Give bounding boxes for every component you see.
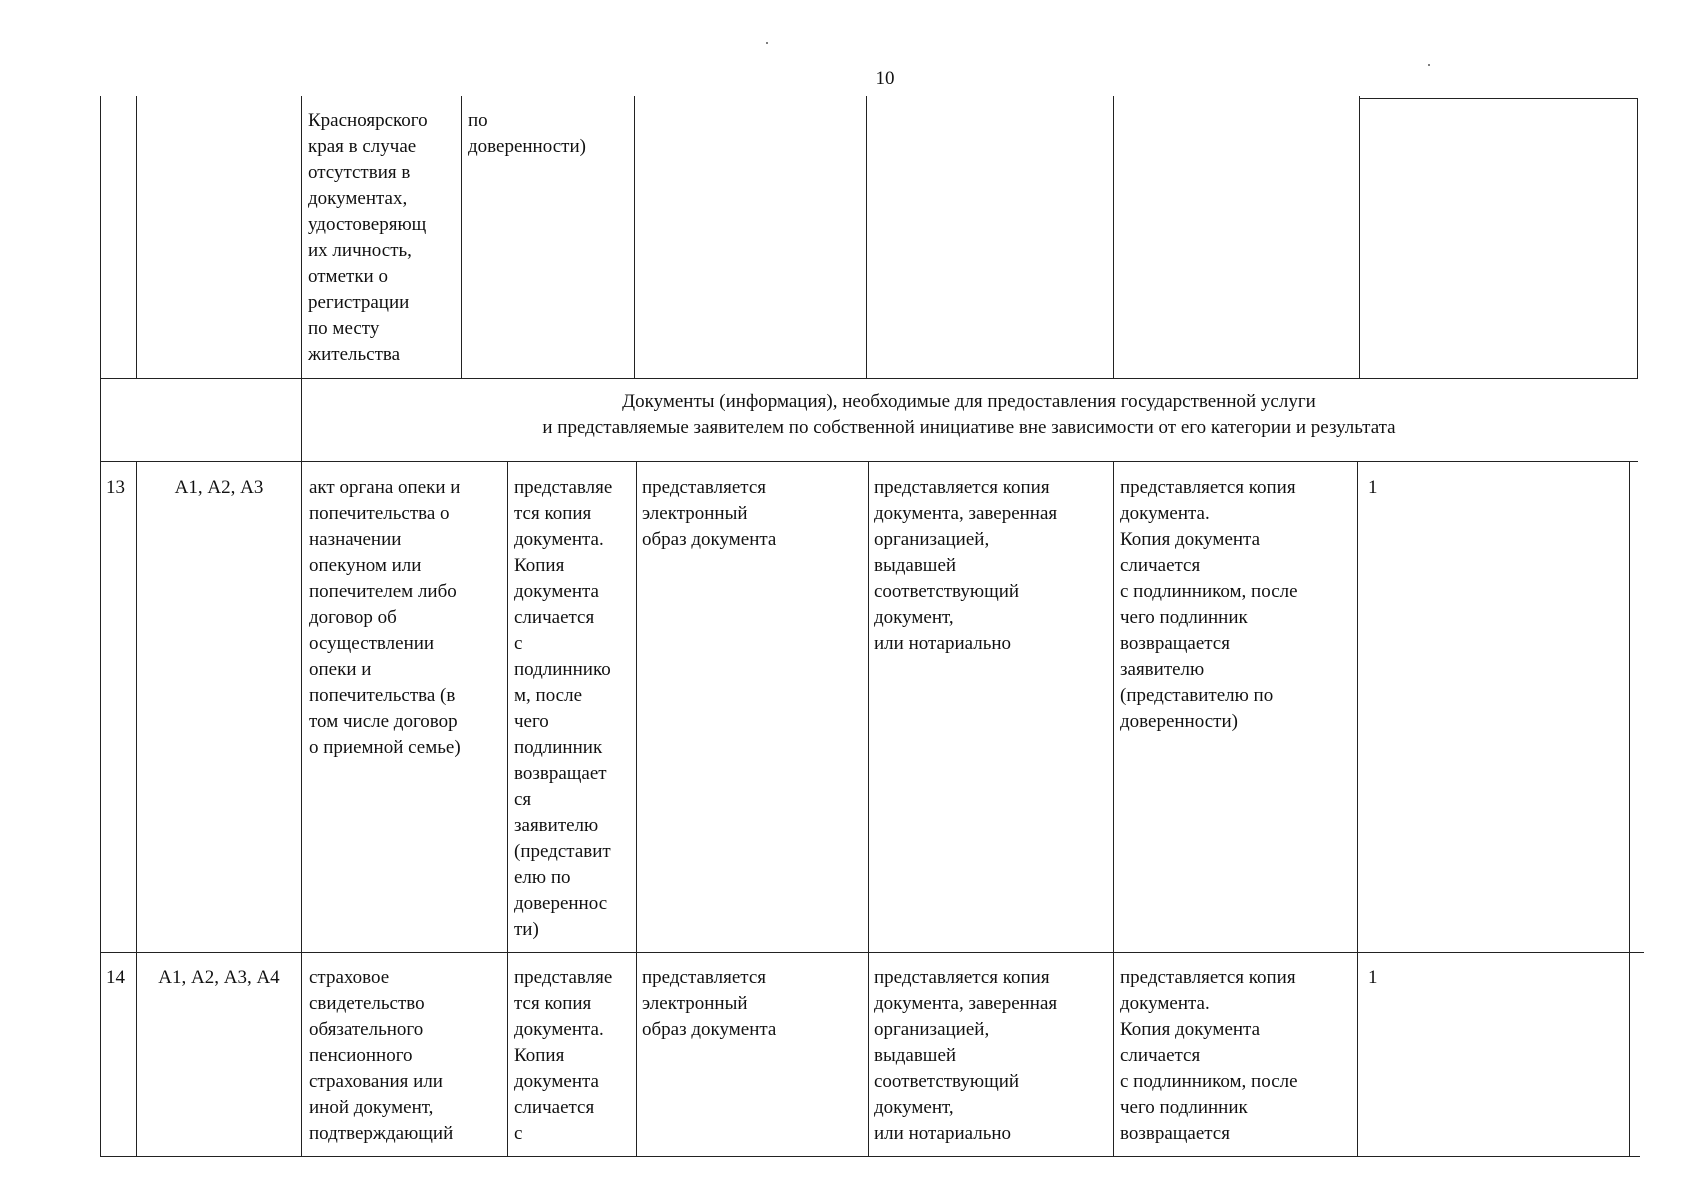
row-number: 13 [106,477,125,498]
row-by-mail: представляется копия документа, заверенная организацией, выдавшей соответствующий документ, или нотариально [874,477,1058,654]
col-line-6-bottom [868,461,869,1156]
col-line-3 [301,96,302,1156]
col-line-2-top [136,96,137,378]
page-number: 10 [875,68,895,89]
section-header-line-2: и представляемые заявителем по собственной инициативе вне зависимости от его категории и результата [542,417,1396,438]
scan-speck [766,42,768,44]
rule-after-section-header [100,461,1638,462]
scan-speck [1428,64,1430,66]
col-line-7-top [1113,96,1114,378]
row-number: 14 [106,967,125,988]
continued-row-document-cell: Красноярского края в случае отсутствия в документах, удостоверяющ их личность, отметки о регистрации по месту жительства [308,110,428,365]
row-categories: А1, А2, А3 [174,477,264,498]
row-via-mfc: представляется копия документа. Копия документа сличается с подлинником, после чего подлинник возвращается заявителю (представителю по доверенности) [1120,477,1298,732]
col-line-8-bottom [1357,461,1358,1156]
col-line-7-bottom [1113,461,1114,1156]
row-count: 1 [1368,477,1378,498]
rule-bottom [100,1156,1640,1157]
col-line-1 [100,96,101,1156]
col-line-4-bottom [507,461,508,1156]
rule-after-continued-row [100,378,1638,379]
col-line-6-top [866,96,867,378]
col-line-9-bottom [1629,461,1630,1156]
row-electronic: представляется электронный образ документа [642,967,777,1040]
top-right-box-right [1637,98,1638,379]
row-count: 1 [1368,967,1378,988]
col-line-8-top [1359,96,1360,378]
rule-after-row-13 [100,952,1644,953]
row-document: страховое свидетельство обязательного пенсионного страхования или иной документ, подтверждающий [309,967,454,1144]
row-categories: А1, А2, А3, А4 [158,967,280,988]
continued-row-submission-cell: по доверенности) [468,110,586,157]
row-in-person: представляе тся копия документа. Копия документа сличается с подлиннико м, после чего подлинник возвращает ся заявителю (представит елю по довереннос ти) [514,477,613,940]
row-document: акт органа опеки и попечительства о назначении опекуном или попечителем либо договор об осуществлении опеки и попечительства (в том числе договор о приемной семье) [309,477,461,758]
top-right-box-top [1359,98,1638,99]
section-header-line-1: Документы (информация), необходимые для предоставления государственной услуги [622,391,1316,412]
row-by-mail: представляется копия документа, заверенная организацией, выдавшей соответствующий документ, или нотариально [874,967,1058,1144]
col-line-4-top [461,96,462,378]
row-via-mfc: представляется копия документа. Копия документа сличается с подлинником, после чего подлинник возвращается [1120,967,1298,1144]
col-line-5-top [634,96,635,378]
row-electronic: представляется электронный образ документа [642,477,777,550]
col-line-5-bottom [636,461,637,1156]
col-line-2-bottom [136,461,137,1156]
row-in-person: представляе тся копия документа. Копия документа сличается с [514,967,613,1144]
